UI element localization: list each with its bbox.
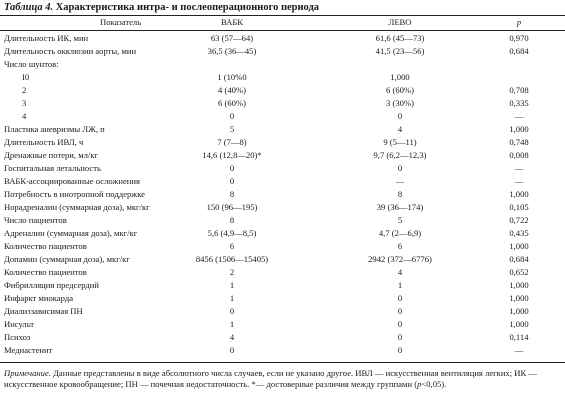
- row-label: Длительность ИВЛ, ч: [4, 137, 84, 147]
- table-row: [0, 201, 565, 214]
- row-label: Количество пациентов: [4, 267, 87, 277]
- row-iabp: 1: [229, 280, 235, 290]
- row-iabp: 63 (57—64): [210, 33, 254, 43]
- row-label: Дренажные потери, мл/кг: [4, 150, 99, 160]
- row-levo: 3 (30%): [386, 98, 414, 108]
- table-row: [0, 110, 565, 123]
- row-iabp: 0: [229, 163, 235, 173]
- header-rule: [0, 30, 565, 31]
- table-row: [0, 227, 565, 240]
- table-row: [0, 305, 565, 318]
- row-p: 0,722: [509, 215, 529, 225]
- row-label: Длительность окклюзии аорты, мин: [4, 46, 137, 56]
- row-label: Инсульт: [4, 319, 35, 329]
- row-p: 0,114: [509, 332, 529, 342]
- row-levo: 0: [397, 293, 403, 303]
- row-p: —: [514, 345, 524, 355]
- row-p: 1,000: [509, 280, 529, 290]
- row-levo: 61,6 (45—73): [375, 33, 425, 43]
- note-label: Примечание: [4, 368, 49, 378]
- row-label: Пластика аневризмы ЛЖ, п: [4, 124, 105, 134]
- row-iabp: 150 (96—195): [206, 202, 258, 212]
- row-p: 0,970: [509, 33, 529, 43]
- row-levo: 5: [397, 215, 403, 225]
- row-p: 1,000: [509, 306, 529, 316]
- row-iabp: 7 (7—8): [217, 137, 247, 147]
- row-levo: 39 (36—174): [376, 202, 424, 212]
- row-levo: 6: [397, 241, 403, 251]
- table-row: [0, 266, 565, 279]
- row-label: Длительность ИК, мин: [4, 33, 89, 43]
- row-levo: 1: [397, 280, 403, 290]
- table-row: [0, 318, 565, 331]
- note-text: . Данные представлены в виде абсолютного числа случаев, если не указано другое. ИВЛ — искусственная вентиляция легких; ИК — искусственное кровообращение; ПН — почечная недостаточность. *— достоверные различия между группами (: [4, 368, 537, 389]
- top-rule: [0, 15, 565, 16]
- row-label: 2: [22, 85, 27, 95]
- table-caption: [4, 2, 319, 13]
- note-p-tail: <0,05).: [421, 379, 447, 389]
- table-row: [0, 71, 565, 84]
- row-p: 1,000: [509, 319, 529, 329]
- row-label: Диализзависимая ПН: [4, 306, 83, 316]
- row-p: 0,748: [509, 137, 529, 147]
- row-p: 0,684: [509, 254, 529, 264]
- table-row: [0, 58, 565, 71]
- row-iabp: 4: [229, 332, 235, 342]
- row-label: 3: [22, 98, 27, 108]
- table-row: [0, 97, 565, 110]
- row-levo: —: [395, 176, 405, 186]
- row-p: —: [514, 176, 524, 186]
- table-row: [0, 253, 565, 266]
- row-label: 4: [22, 111, 27, 121]
- row-label: I0: [22, 72, 30, 82]
- table-note: [4, 368, 560, 390]
- row-p: 0,008: [509, 150, 529, 160]
- row-levo: 0: [397, 319, 403, 329]
- row-iabp: 0: [229, 176, 235, 186]
- row-iabp: 8: [229, 215, 235, 225]
- row-iabp: 14,6 (12,8—20)*: [202, 150, 262, 160]
- table-number: Таблица 4.: [4, 2, 54, 13]
- row-iabp: 2: [229, 267, 235, 277]
- row-levo: 4,7 (2—6,9): [378, 228, 422, 238]
- row-label: Психоз: [4, 332, 31, 342]
- row-p: 0,652: [509, 267, 529, 277]
- row-iabp: 5,6 (4,9—8,5): [207, 228, 257, 238]
- table-row: [0, 32, 565, 45]
- row-p: 0,684: [509, 46, 529, 56]
- table-row: [0, 292, 565, 305]
- row-p: 0,335: [509, 98, 529, 108]
- row-label: ВАБК-ассоциированные осложнения: [4, 176, 140, 186]
- row-label: Медиастенит: [4, 345, 53, 355]
- table-row: [0, 162, 565, 175]
- table-row: [0, 123, 565, 136]
- row-label: Количество пациентов: [4, 241, 87, 251]
- row-levo: 41,5 (23—56): [375, 46, 425, 56]
- bottom-rule: [0, 362, 565, 363]
- row-iabp: 6: [229, 241, 235, 251]
- row-label: Потребность в инотропной поддержке: [4, 189, 145, 199]
- row-iabp: 0: [229, 345, 235, 355]
- header-indicator: Показатель: [100, 17, 142, 27]
- row-label: Инфаркт миокарда: [4, 293, 74, 303]
- row-p: —: [514, 163, 524, 173]
- row-label: Адреналин (суммарная доза), мкг/кг: [4, 228, 138, 238]
- table-row: [0, 240, 565, 253]
- row-p: 1,000: [509, 293, 529, 303]
- table-row: [0, 331, 565, 344]
- header-iabp: ВАБК: [220, 17, 244, 27]
- row-p: 0,435: [509, 228, 529, 238]
- row-label: Число шунтов:: [4, 59, 59, 69]
- row-p: 1,000: [509, 241, 529, 251]
- row-levo: 0: [397, 332, 403, 342]
- row-iabp: 8456 (1506—15405): [195, 254, 269, 264]
- row-levo: 1,000: [390, 72, 410, 82]
- header-p: p: [516, 17, 522, 27]
- table-row: [0, 136, 565, 149]
- header-levo: ЛЕВО: [388, 17, 412, 27]
- table-row: [0, 149, 565, 162]
- row-levo: 2942 (372—6776): [368, 254, 432, 264]
- row-iabp: 5: [229, 124, 235, 134]
- table-row: [0, 344, 565, 357]
- table-row: [0, 188, 565, 201]
- row-levo: 4: [397, 124, 403, 134]
- row-iabp: 1 (10%0: [217, 72, 247, 82]
- row-iabp: 6 (60%): [218, 98, 246, 108]
- table-row: [0, 175, 565, 188]
- row-p: —: [514, 111, 524, 121]
- row-label: Фибрилляция предсердий: [4, 280, 99, 290]
- table-row: [0, 214, 565, 227]
- row-label: Допамин (суммарная доза), мкг/кг: [4, 254, 130, 264]
- table-title: Характеристика интра- и послеоперационного периода: [55, 2, 320, 13]
- row-levo: 9 (5—11): [383, 137, 417, 147]
- row-label: Норадреналин (суммарная доза), мкг/кг: [4, 202, 150, 212]
- table-row: [0, 279, 565, 292]
- row-label: Число пациентов: [4, 215, 67, 225]
- row-levo: 0: [397, 163, 403, 173]
- row-p: 0,105: [509, 202, 529, 212]
- row-label: Госпитальная летальность: [4, 163, 101, 173]
- table-row: [0, 84, 565, 97]
- row-levo: 0: [397, 345, 403, 355]
- row-iabp: 0: [229, 306, 235, 316]
- row-levo: 4: [397, 267, 403, 277]
- row-p: 1,000: [509, 189, 529, 199]
- note-p-symbol: p: [417, 379, 422, 389]
- table-row: [0, 45, 565, 58]
- row-levo: 0: [397, 111, 403, 121]
- row-levo: 6 (60%): [386, 85, 414, 95]
- row-p: 0,708: [509, 85, 529, 95]
- row-levo: 0: [397, 306, 403, 316]
- row-p: 1,000: [509, 124, 529, 134]
- row-levo: 8: [397, 189, 403, 199]
- row-iabp: 4 (40%): [218, 85, 246, 95]
- row-iabp: 36,5 (36—45): [207, 46, 257, 56]
- row-iabp: 1: [229, 319, 235, 329]
- row-iabp: 1: [229, 293, 235, 303]
- row-iabp: 8: [229, 189, 235, 199]
- row-levo: 9,7 (6,2—12,3): [373, 150, 427, 160]
- row-iabp: 0: [229, 111, 235, 121]
